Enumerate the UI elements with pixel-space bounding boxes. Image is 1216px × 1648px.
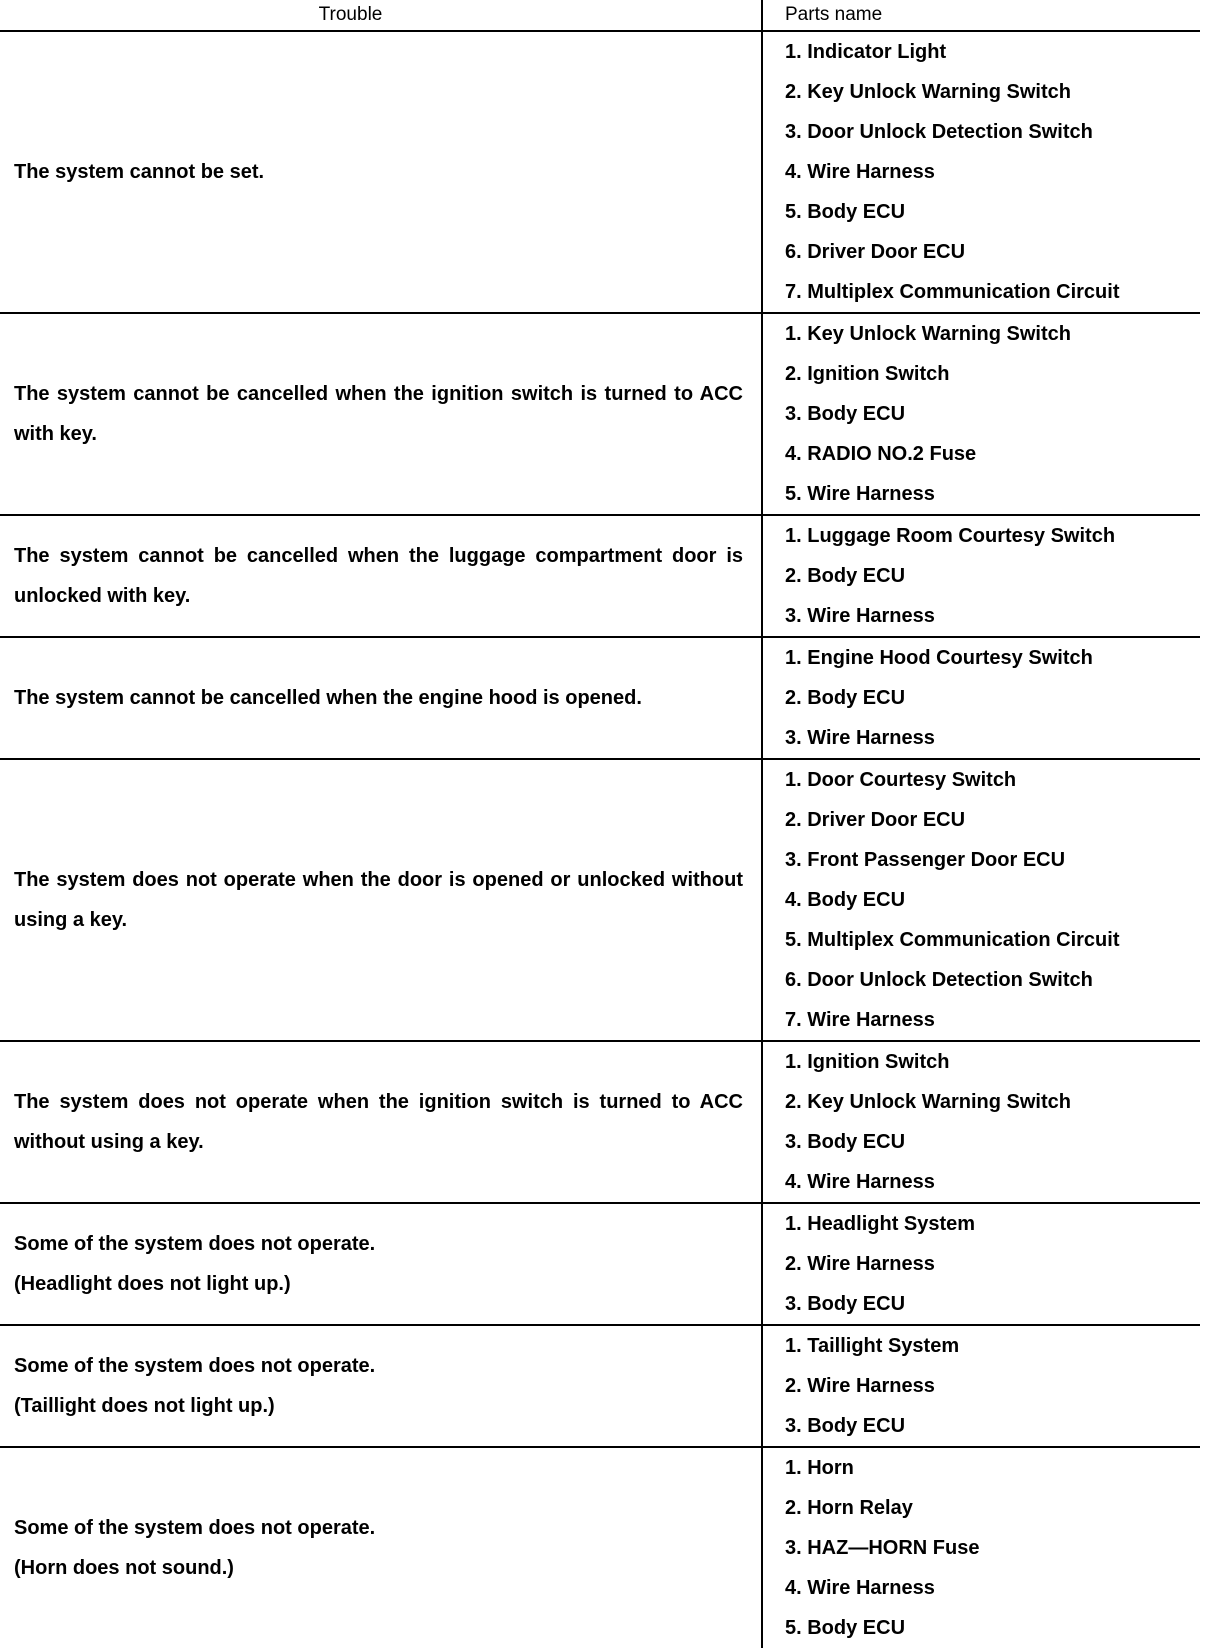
trouble-cell: [0, 1041, 762, 1203]
parts-list-item: 5. Body ECU: [785, 201, 906, 223]
parts-list-item: 1. Door Courtesy Switch: [785, 769, 1017, 791]
parts-list-item: 2. Wire Harness: [785, 1375, 935, 1397]
parts-list-item: 2. Body ECU: [785, 687, 906, 709]
parts-list-item: 5. Body ECU: [785, 1617, 906, 1639]
parts-cell: [762, 1325, 1200, 1447]
parts-list: [763, 638, 1200, 758]
parts-list-item: 7. Wire Harness: [785, 1009, 935, 1031]
parts-cell: [762, 1041, 1200, 1203]
parts-list-item: 2. Horn Relay: [785, 1497, 913, 1519]
trouble-cell: [0, 759, 762, 1041]
parts-list-item: 1. Ignition Switch: [785, 1051, 950, 1073]
parts-list-item: 3. Body ECU: [785, 1293, 906, 1315]
parts-list-item: 6. Door Unlock Detection Switch: [785, 969, 1093, 991]
parts-list-item: 3. Body ECU: [785, 1131, 906, 1153]
trouble-text: The system cannot be cancelled when the engine hood is opened.: [14, 687, 642, 709]
parts-list-item: 2. Driver Door ECU: [785, 809, 966, 831]
parts-list-item: 3. Body ECU: [785, 1415, 906, 1437]
table-body: [0, 31, 1200, 1648]
parts-list-item: 5. Wire Harness: [785, 483, 935, 505]
parts-list-item: 1. Horn: [785, 1457, 854, 1479]
trouble-cell: [0, 313, 762, 515]
parts-list: [763, 1326, 1200, 1446]
parts-list-item: 4. Wire Harness: [785, 1171, 935, 1193]
parts-list-item: 1. Taillight System: [785, 1335, 960, 1357]
table-row: [0, 313, 1200, 515]
parts-list: [763, 32, 1200, 312]
trouble-text: (Headlight does not light up.): [14, 1273, 291, 1295]
trouble-cell: [0, 31, 762, 313]
parts-cell: [762, 515, 1200, 637]
parts-list-item: 5. Multiplex Communication Circuit: [785, 929, 1120, 951]
parts-list-item: 3. Front Passenger Door ECU: [785, 849, 1066, 871]
table-row: [0, 515, 1200, 637]
trouble-cell: [0, 1447, 762, 1648]
trouble-column-header: Trouble: [0, 0, 762, 31]
parts-list-item: 1. Key Unlock Warning Switch: [785, 323, 1071, 345]
trouble-text: The system cannot be cancelled when the luggage compartment door is unlocked with key.: [14, 545, 743, 607]
parts-list-item: 6. Driver Door ECU: [785, 241, 966, 263]
parts-list-item: 3. Wire Harness: [785, 727, 935, 749]
parts-list-item: 1. Indicator Light: [785, 41, 947, 63]
trouble-cell: [0, 515, 762, 637]
parts-list-item: 2. Body ECU: [785, 565, 906, 587]
header-row: [0, 0, 1200, 31]
trouble-text: Some of the system does not operate.: [14, 1355, 376, 1377]
parts-cell: [762, 1203, 1200, 1325]
parts-list-item: 3. Door Unlock Detection Switch: [785, 121, 1093, 143]
table-row: [0, 1203, 1200, 1325]
trouble-cell: [0, 1325, 762, 1447]
parts-list-item: 2. Wire Harness: [785, 1253, 935, 1275]
parts-list-item: 4. Wire Harness: [785, 1577, 935, 1599]
trouble-cell: [0, 1203, 762, 1325]
parts-cell: [762, 313, 1200, 515]
parts-list: [763, 1448, 1200, 1648]
parts-list-item: 2. Key Unlock Warning Switch: [785, 1091, 1071, 1113]
parts-list-item: 3. Body ECU: [785, 403, 906, 425]
table-row: [0, 1041, 1200, 1203]
trouble-cell: [0, 637, 762, 759]
parts-list: [763, 314, 1200, 514]
parts-list: [763, 760, 1200, 1040]
parts-list: [763, 1204, 1200, 1324]
parts-list-item: 2. Ignition Switch: [785, 363, 950, 385]
parts-list-item: 4. RADIO NO.2 Fuse: [785, 443, 977, 465]
parts-cell: [762, 31, 1200, 313]
parts-column-header: Parts name: [762, 0, 1200, 31]
parts-list-item: 1. Engine Hood Courtesy Switch: [785, 647, 1093, 669]
parts-list: [763, 1042, 1200, 1202]
trouble-text: Some of the system does not operate.: [14, 1233, 376, 1255]
table-header: [0, 0, 1200, 31]
parts-list-item: 7. Multiplex Communication Circuit: [785, 281, 1120, 303]
parts-list-item: 1. Luggage Room Courtesy Switch: [785, 525, 1116, 547]
parts-cell: [762, 759, 1200, 1041]
parts-cell: [762, 1447, 1200, 1648]
trouble-text: (Horn does not sound.): [14, 1557, 234, 1579]
trouble-text: The system does not operate when the ignition switch is turned to ACC without using a key.: [14, 1091, 743, 1153]
table-row: [0, 1447, 1200, 1648]
trouble-text: Some of the system does not operate.: [14, 1517, 376, 1539]
parts-list-item: 4. Body ECU: [785, 889, 906, 911]
table-row: [0, 759, 1200, 1041]
table-row: [0, 31, 1200, 313]
parts-list-item: 3. Wire Harness: [785, 605, 935, 627]
table-row: [0, 1325, 1200, 1447]
table-row: [0, 637, 1200, 759]
trouble-text: The system cannot be set.: [14, 161, 265, 183]
parts-list-item: 2. Key Unlock Warning Switch: [785, 81, 1071, 103]
trouble-text: The system cannot be cancelled when the ignition switch is turned to ACC with key.: [14, 383, 743, 445]
parts-list-item: 1. Headlight System: [785, 1213, 976, 1235]
parts-list-item: 3. HAZ—HORN Fuse: [785, 1537, 980, 1559]
parts-list: [763, 516, 1200, 636]
trouble-text: (Taillight does not light up.): [14, 1395, 275, 1417]
parts-cell: [762, 637, 1200, 759]
parts-list-item: 4. Wire Harness: [785, 161, 935, 183]
trouble-text: The system does not operate when the door is opened or unlocked without using a key.: [14, 869, 743, 931]
